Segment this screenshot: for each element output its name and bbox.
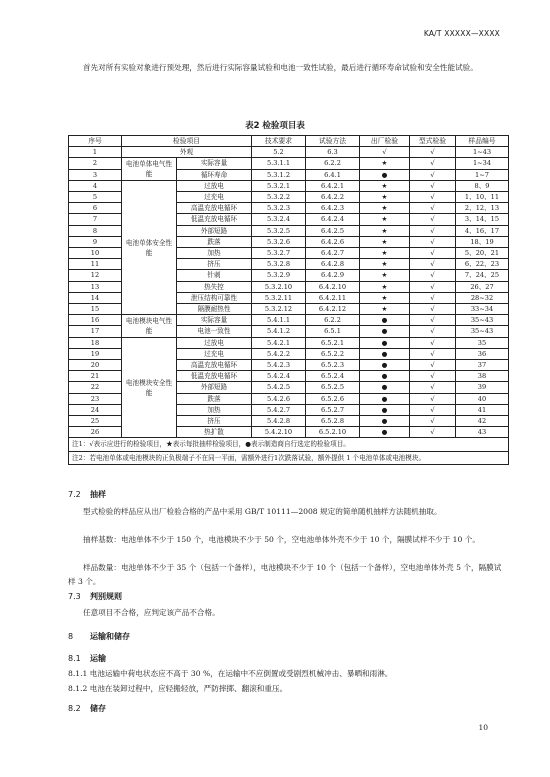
type-inspection-cell: √ (410, 180, 456, 191)
item-cell: 热扩散 (177, 427, 252, 438)
sample-number-cell: 35~43 (456, 326, 509, 337)
item-cell: 高温充放电循环 (177, 203, 252, 214)
type-inspection-cell: √ (410, 292, 456, 303)
requirement-cell: 5.4.2.7 (252, 404, 306, 415)
requirement-cell: 5.4.2.6 (252, 393, 306, 404)
item-cell: 过放电 (177, 337, 252, 348)
row-number-cell: 25 (69, 416, 122, 427)
judgment-rule-paragraph: 任意项目不合格，应判定该产品不合格。 (83, 608, 220, 617)
item-cell: 加热 (177, 404, 252, 415)
row-number-cell: 20 (69, 360, 122, 371)
factory-inspection-cell: ● (360, 393, 410, 404)
requirement-cell: 5.4.2.5 (252, 382, 306, 393)
item-cell: 外部短路 (177, 382, 252, 393)
row-number-cell: 6 (69, 203, 122, 214)
header-cell: 试验方法 (306, 136, 360, 147)
clause-8-1-1: 8.1.1 电池运输中荷电状态应不高于 30 %，在运输中不应倒置或受剧烈机械冲击、暴晒和雨淋。 (68, 669, 393, 678)
requirement-cell: 5.3.2.7 (252, 248, 306, 259)
test-method-cell: 6.5.2.2 (306, 348, 360, 359)
sample-number-cell: 36 (456, 348, 509, 359)
header-cell: 样品编号 (456, 136, 509, 147)
requirement-cell: 5.3.2.6 (252, 236, 306, 247)
requirement-cell: 5.3.2.11 (252, 292, 306, 303)
type-inspection-cell: √ (410, 169, 456, 180)
table-note-row (69, 451, 509, 465)
section-number: 8.1 (68, 654, 81, 663)
factory-inspection-cell: ● (360, 416, 410, 427)
type-inspection-cell: √ (410, 393, 456, 404)
factory-inspection-cell: ★ (360, 236, 410, 247)
type-inspection-cell: √ (410, 147, 456, 158)
test-method-cell: 6.5.2.8 (306, 416, 360, 427)
section-number: 7.3 (68, 592, 81, 601)
requirement-cell: 5.3.2.3 (252, 203, 306, 214)
type-inspection-cell: √ (410, 348, 456, 359)
requirement-cell: 5.4.2.8 (252, 416, 306, 427)
test-method-cell: 6.5.1 (306, 326, 360, 337)
type-inspection-cell: √ (410, 203, 456, 214)
sample-number-cell: 1~43 (456, 147, 509, 158)
item-cell: 跌落 (177, 393, 252, 404)
factory-inspection-cell: ● (360, 169, 410, 180)
section-title: 运输和储存 (90, 632, 130, 641)
row-number-cell: 2 (69, 158, 122, 169)
sample-number-cell: 7、24、25 (456, 270, 509, 281)
row-number-cell: 17 (69, 326, 122, 337)
table-row (69, 337, 509, 348)
item-cell: 循环寿命 (177, 169, 252, 180)
sample-number-cell: 37 (456, 360, 509, 371)
test-method-cell: 6.4.2.8 (306, 259, 360, 270)
test-method-cell: 6.4.2.9 (306, 270, 360, 281)
sample-number-cell: 5、20、21 (456, 248, 509, 259)
sample-number-cell: 6、22、23 (456, 259, 509, 270)
type-inspection-cell: √ (410, 360, 456, 371)
requirement-cell: 5.2 (252, 147, 306, 158)
row-number-cell: 16 (69, 315, 122, 326)
row-number-cell: 1 (69, 147, 122, 158)
type-inspection-cell: √ (410, 382, 456, 393)
factory-inspection-cell: ★ (360, 158, 410, 169)
item-cell: 隔膜耐热性 (177, 304, 252, 315)
item-cell: 泄压结构可靠性 (177, 292, 252, 303)
row-number-cell: 4 (69, 180, 122, 191)
test-method-cell: 6.4.2.6 (306, 236, 360, 247)
sampling-paragraph: 型式检验的样品应从出厂检验合格的产品中采用 GB/T 10111—2008 规定的简单随机抽样方法随机抽取。 (83, 507, 442, 516)
type-inspection-cell: √ (410, 158, 456, 169)
section-title: 储存 (90, 704, 106, 713)
table-note-row (69, 438, 509, 452)
type-inspection-cell: √ (410, 192, 456, 203)
header-cell: 检验项目 (122, 136, 252, 147)
type-inspection-cell: √ (410, 236, 456, 247)
row-number-cell: 19 (69, 348, 122, 359)
section-8-1-heading (68, 653, 106, 664)
row-number-cell: 7 (69, 214, 122, 225)
type-inspection-cell: √ (410, 326, 456, 337)
factory-inspection-cell: ★ (360, 281, 410, 292)
test-method-cell: 6.4.1 (306, 169, 360, 180)
requirement-cell: 5.4.2.1 (252, 337, 306, 348)
factory-inspection-cell: ★ (360, 214, 410, 225)
intro-paragraph: 首先对所有实验对象进行预处理，然后进行实际容量试验和电池一致性试验，最后进行循环寿命试验和安全性能试验。 (83, 63, 478, 72)
row-number-cell: 11 (69, 259, 122, 270)
section-title: 运输 (90, 654, 106, 663)
item-cell: 加热 (177, 248, 252, 259)
requirement-cell: 5.3.2.2 (252, 192, 306, 203)
sample-number-cell: 1~7 (456, 169, 509, 180)
item-cell: 挤压 (177, 416, 252, 427)
type-inspection-cell: √ (410, 427, 456, 438)
requirement-cell: 5.4.1.2 (252, 326, 306, 337)
type-inspection-cell: √ (410, 248, 456, 259)
type-inspection-cell: √ (410, 315, 456, 326)
table-title: 表2 检验项目表 (245, 121, 305, 131)
row-number-cell: 3 (69, 169, 122, 180)
test-method-cell: 6.5.2.7 (306, 404, 360, 415)
type-inspection-cell: √ (410, 214, 456, 225)
factory-inspection-cell: ★ (360, 259, 410, 270)
type-inspection-cell: √ (410, 337, 456, 348)
header-cell: 出厂检验 (360, 136, 410, 147)
table-row (69, 180, 509, 191)
row-number-cell: 18 (69, 337, 122, 348)
item-cell: 低温充放电循环 (177, 214, 252, 225)
row-number-cell: 12 (69, 270, 122, 281)
page-number: 10 (478, 723, 488, 732)
table-row (69, 158, 509, 169)
factory-inspection-cell: ★ (360, 180, 410, 191)
sample-number-cell: 33~34 (456, 304, 509, 315)
sample-number-cell: 38 (456, 371, 509, 382)
row-number-cell: 10 (69, 248, 122, 259)
factory-inspection-cell: ● (360, 348, 410, 359)
test-method-cell: 6.4.2.12 (306, 304, 360, 315)
factory-inspection-cell: ● (360, 371, 410, 382)
factory-inspection-cell: ★ (360, 192, 410, 203)
row-number-cell: 23 (69, 393, 122, 404)
row-number-cell: 9 (69, 236, 122, 247)
item-cell: 外观 (122, 147, 252, 158)
section-8-heading (68, 631, 130, 642)
header-cell: 技术要求 (252, 136, 306, 147)
requirement-cell: 5.3.1.2 (252, 169, 306, 180)
type-inspection-cell: √ (410, 371, 456, 382)
sample-number-cell: 43 (456, 427, 509, 438)
header-cell: 型式检验 (410, 136, 456, 147)
item-cell: 低温充放电循环 (177, 371, 252, 382)
header-cell: 序号 (69, 136, 122, 147)
section-title: 抽样 (90, 490, 106, 499)
test-method-cell: 6.4.2.4 (306, 214, 360, 225)
requirement-cell: 5.3.2.5 (252, 225, 306, 236)
test-method-cell: 6.4.2.10 (306, 281, 360, 292)
test-method-cell: 6.4.2.1 (306, 180, 360, 191)
item-cell: 高温充放电循环 (177, 360, 252, 371)
section-8-2-heading (68, 703, 106, 714)
category-cell: 电池模块电气性能 (122, 315, 177, 337)
sample-number-cell: 41 (456, 404, 509, 415)
factory-inspection-cell: ★ (360, 225, 410, 236)
document-code-header: KA/T XXXXX—XXXX (423, 29, 500, 38)
section-7-2-heading (68, 489, 106, 500)
sample-quantity-paragraph: 样品数量：电池单体不少于 35 个（包括一个备样），电池模块不少于 10 个（包括一个备样），空电池单体外壳 5 个，隔膜试样 3 个。 (68, 563, 502, 586)
requirement-cell: 5.3.2.1 (252, 180, 306, 191)
row-number-cell: 8 (69, 225, 122, 236)
test-method-cell: 6.4.2.5 (306, 225, 360, 236)
category-cell: 电池单体电气性能 (122, 158, 177, 180)
sample-number-cell: 39 (456, 382, 509, 393)
factory-inspection-cell: ● (360, 360, 410, 371)
category-cell: 电池单体安全性能 (122, 180, 177, 314)
test-method-cell: 6.4.2.11 (306, 292, 360, 303)
row-number-cell: 5 (69, 192, 122, 203)
type-inspection-cell: √ (410, 259, 456, 270)
sample-number-cell: 35~43 (456, 315, 509, 326)
sample-number-cell: 35 (456, 337, 509, 348)
type-inspection-cell: √ (410, 270, 456, 281)
item-cell: 过充电 (177, 192, 252, 203)
test-method-cell: 6.5.2.5 (306, 382, 360, 393)
sample-number-cell: 28~32 (456, 292, 509, 303)
sample-number-cell: 1、10、11 (456, 192, 509, 203)
sample-number-cell: 2、12、13 (456, 203, 509, 214)
item-cell: 电池一致性 (177, 326, 252, 337)
factory-inspection-cell: ★ (360, 270, 410, 281)
row-number-cell: 22 (69, 382, 122, 393)
item-cell: 实际容量 (177, 315, 252, 326)
factory-inspection-cell: ● (360, 382, 410, 393)
test-method-cell: 6.2.2 (306, 158, 360, 169)
item-cell: 外部短路 (177, 225, 252, 236)
item-cell: 实际容量 (177, 158, 252, 169)
factory-inspection-cell: ● (360, 337, 410, 348)
section-number: 8 (68, 632, 74, 641)
table-row (69, 315, 509, 326)
type-inspection-cell: √ (410, 281, 456, 292)
section-title: 判别规则 (90, 592, 122, 601)
row-number-cell: 13 (69, 281, 122, 292)
sample-number-cell: 26、27 (456, 281, 509, 292)
requirement-cell: 5.4.2.3 (252, 360, 306, 371)
test-method-cell: 6.4.2.2 (306, 192, 360, 203)
row-number-cell: 14 (69, 292, 122, 303)
test-method-cell: 6.3 (306, 147, 360, 158)
sampling-base-paragraph: 抽样基数：电池单体不少于 150 个，电池模块不少于 50 个，空电池单体外壳不少于 10 个，隔膜试样不少于 10 个。 (83, 535, 480, 544)
row-number-cell: 15 (69, 304, 122, 315)
row-number-cell: 26 (69, 427, 122, 438)
test-method-cell: 6.4.2.7 (306, 248, 360, 259)
clause-8-1-2: 8.1.2 电池在装卸过程中，应轻搬轻放，严防摔掷、翻滚和重压。 (68, 684, 288, 693)
sample-number-cell: 4、16、17 (456, 225, 509, 236)
table-row (69, 147, 509, 158)
factory-inspection-cell: ★ (360, 248, 410, 259)
sample-number-cell: 3、14、15 (456, 214, 509, 225)
requirement-cell: 5.4.2.10 (252, 427, 306, 438)
row-number-cell: 21 (69, 371, 122, 382)
type-inspection-cell: √ (410, 416, 456, 427)
sample-number-cell: 18、19 (456, 236, 509, 247)
requirement-cell: 5.3.2.4 (252, 214, 306, 225)
requirement-cell: 5.4.2.2 (252, 348, 306, 359)
sample-number-cell: 1~34 (456, 158, 509, 169)
section-number: 8.2 (68, 704, 81, 713)
item-cell: 过充电 (177, 348, 252, 359)
type-inspection-cell: √ (410, 225, 456, 236)
type-inspection-cell: √ (410, 304, 456, 315)
requirement-cell: 5.3.2.9 (252, 270, 306, 281)
item-cell: 过放电 (177, 180, 252, 191)
requirement-cell: 5.3.1.1 (252, 158, 306, 169)
item-cell: 热失控 (177, 281, 252, 292)
test-method-cell: 6.5.2.10 (306, 427, 360, 438)
section-7-3-heading (68, 591, 122, 602)
inspection-items-table (68, 135, 509, 465)
requirement-cell: 5.3.2.10 (252, 281, 306, 292)
sample-number-cell: 8、9 (456, 180, 509, 191)
test-method-cell: 6.5.2.4 (306, 371, 360, 382)
type-inspection-cell: √ (410, 404, 456, 415)
factory-inspection-cell: ● (360, 326, 410, 337)
factory-inspection-cell: ★ (360, 203, 410, 214)
table-note: 注1：√表示应进行的检验项目，★表示每批抽样检验项目，●表示制造商自行选定的检验项目。 (69, 438, 509, 452)
item-cell: 针刺 (177, 270, 252, 281)
factory-inspection-cell: ★ (360, 292, 410, 303)
table-note: 注2：若电池单体或电池模块的正负极端子不在同一平面，需额外进行1次跌落试验，额外提供 1 个电池单体或电池模块。 (69, 451, 509, 465)
test-method-cell: 6.5.2.6 (306, 393, 360, 404)
factory-inspection-cell: ★ (360, 304, 410, 315)
test-method-cell: 6.5.2.3 (306, 360, 360, 371)
sample-number-cell: 42 (456, 416, 509, 427)
requirement-cell: 5.3.2.12 (252, 304, 306, 315)
requirement-cell: 5.3.2.8 (252, 259, 306, 270)
requirement-cell: 5.4.2.4 (252, 371, 306, 382)
requirement-cell: 5.4.1.1 (252, 315, 306, 326)
test-method-cell: 6.2.2 (306, 315, 360, 326)
test-method-cell: 6.4.2.3 (306, 203, 360, 214)
factory-inspection-cell: ● (360, 427, 410, 438)
factory-inspection-cell: ● (360, 315, 410, 326)
factory-inspection-cell: √ (360, 147, 410, 158)
table-header-row (69, 136, 509, 147)
row-number-cell: 24 (69, 404, 122, 415)
category-cell: 电池模块安全性能 (122, 337, 177, 438)
item-cell: 跌落 (177, 236, 252, 247)
sample-number-cell: 40 (456, 393, 509, 404)
factory-inspection-cell: ● (360, 404, 410, 415)
test-method-cell: 6.5.2.1 (306, 337, 360, 348)
section-number: 7.2 (68, 490, 81, 499)
item-cell: 挤压 (177, 259, 252, 270)
